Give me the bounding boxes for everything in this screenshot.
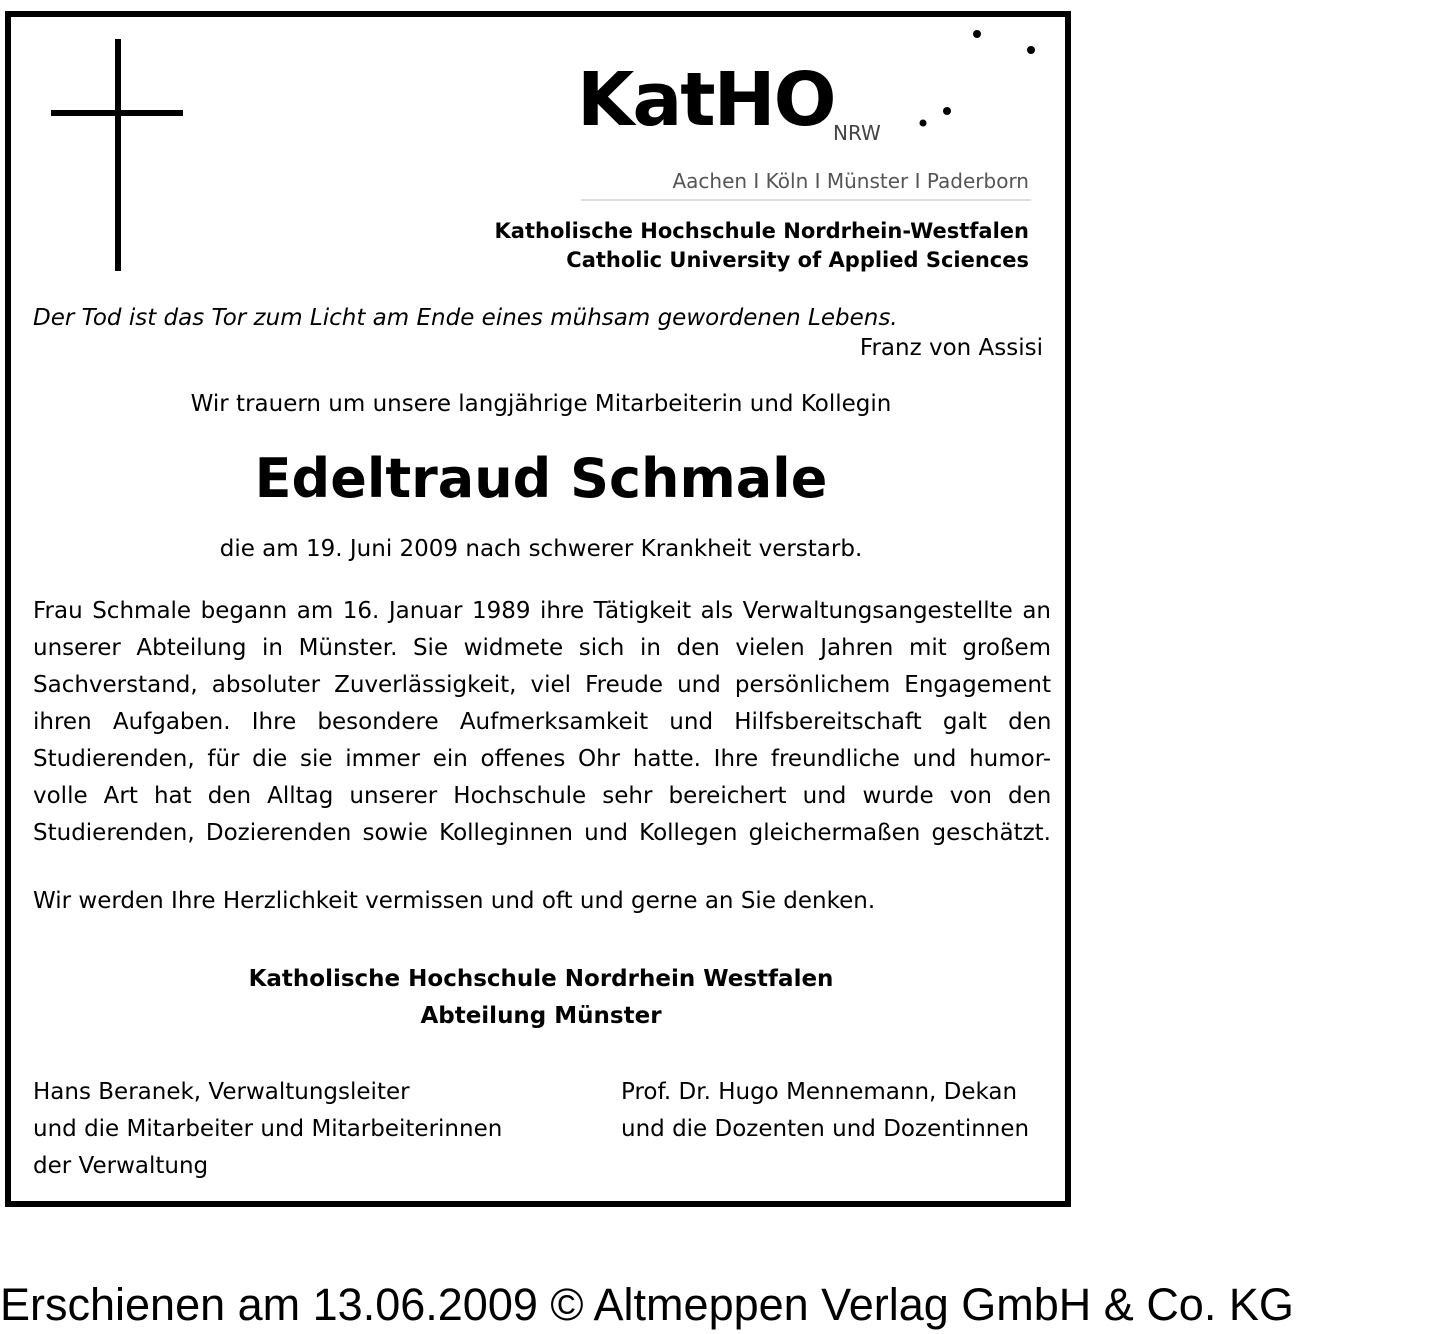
quote-author: Franz von Assisi <box>859 335 1043 361</box>
biography-line: Frau Schmale begann am 16. Januar 1989 ihre Tätigkeit als Verwaltungsangestellte an <box>33 598 1051 624</box>
university-name <box>495 217 1029 275</box>
biography-line: Sachverstand, absoluter Zuverlässigkeit, viel Freude und persönlichem Engagement <box>33 672 1051 698</box>
cross-icon-bar <box>51 110 183 116</box>
cross-icon <box>115 39 121 271</box>
university-name-de: Katholische Hochschule Nordrhein-Westfalen <box>494 219 1029 243</box>
katho-logo <box>494 27 1051 272</box>
university-name-en: Catholic University of Applied Sciences <box>566 248 1029 272</box>
biography-paragraph <box>33 593 1051 852</box>
biography-line: volle Art hat den Alltag unserer Hochschule sehr bereichert und wurde von den <box>33 783 1051 809</box>
intro-line: Wir trauern um unsere langjährige Mitarbeiterin und Kollegin <box>190 391 892 417</box>
signature-left <box>33 1074 502 1185</box>
closing-line: Wir werden Ihre Herzlichkeit vermissen und oft und gerne an Sie denken. <box>33 888 876 914</box>
biography-line: Studierenden, für die sie immer ein offenes Ohr hatte. Ihre freundliche und humor- <box>33 746 1051 772</box>
institution-block <box>11 961 1071 1035</box>
obituary-notice <box>5 11 1071 1207</box>
signature-line: und die Dozenten und Dozentinnen <box>621 1116 1030 1142</box>
logo-cities: Aachen I Köln I Münster I Paderborn <box>672 169 1029 193</box>
signature-line: Prof. Dr. Hugo Mennemann, Dekan <box>621 1079 1018 1105</box>
logo-divider <box>581 199 1031 201</box>
death-line: die am 19. Juni 2009 nach schwerer Krankheit verstarb. <box>219 536 863 562</box>
quote-text: Der Tod ist das Tor zum Licht am Ende eines mühsam gewordenen Lebens. <box>33 305 898 331</box>
biography-line: ihren Aufgaben. Ihre besondere Aufmerksamkeit und Hilfsbereitschaft galt den <box>33 709 1051 735</box>
signature-line: der Verwaltung <box>33 1153 209 1179</box>
logo-suffix: NRW <box>833 121 881 145</box>
institution-department: Abteilung Münster <box>420 1003 662 1029</box>
signature-line: Hans Beranek, Verwaltungsleiter <box>33 1079 410 1105</box>
deceased-name: Edeltraud Schmale <box>254 447 828 510</box>
publication-footer: Erschienen am 13.06.2009 © Altmeppen Verlag GmbH & Co. KG <box>0 1279 1294 1330</box>
biography-line: unserer Abteilung in Münster. Sie widmete sich in den vielen Jahren mit großem <box>33 635 1051 661</box>
signature-line: und die Mitarbeiter und Mitarbeiterinnen <box>33 1116 503 1142</box>
biography-line: Studierenden, Dozierenden sowie Kolleginnen und Kollegen gleichermaßen geschätzt. <box>33 820 1051 846</box>
signature-right <box>621 1074 1029 1148</box>
institution-name: Katholische Hochschule Nordrhein Westfalen <box>248 966 834 992</box>
logo-wordmark: KatHO <box>577 57 835 143</box>
